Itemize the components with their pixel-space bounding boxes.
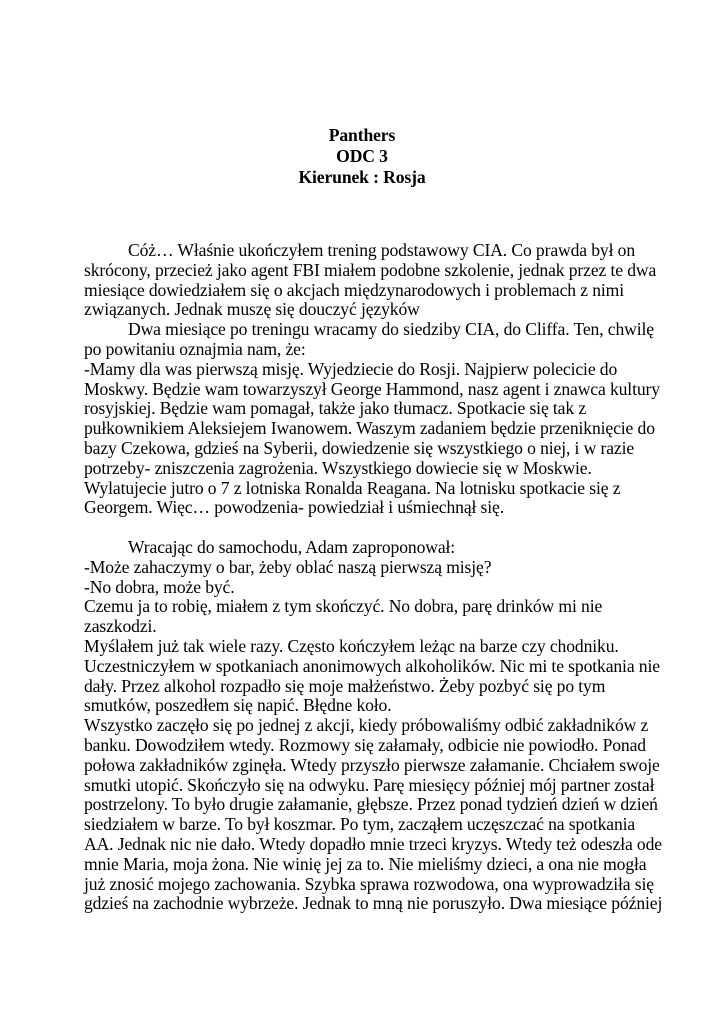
text-line: smutków, poszedłem się napić. Błędne koło. [84, 695, 392, 716]
text-line: skrócony, przecież jako agent FBI miałem podobne szkolenie, jednak przez te dwa [84, 259, 657, 280]
title-direction: Kierunek : Rosja [298, 167, 426, 187]
title-block [0, 125, 724, 188]
title-episode: ODC 3 [336, 146, 388, 166]
text-line: Czemu ja to robię, miałem z tym skończyć. No dobra, parę drinków mi nie [84, 596, 603, 617]
text-line: Georgem. Więc… powodzenia- powiedział i uśmiechnął się. [84, 497, 505, 518]
text-line: -Może zahaczymy o bar, żeby oblać naszą pierwszą misję? [84, 556, 492, 577]
text-line: -No dobra, może być. [84, 576, 235, 597]
text-line: Myślałem już tak wiele razy. Często kończyłem leżąc na barze czy chodniku. [84, 635, 619, 656]
title-series: Panthers [328, 125, 396, 145]
text-line: Wracając do samochodu, Adam zaproponował: [128, 536, 456, 557]
text-line: Uczestniczyłem w spotkaniach anonimowych alkoholików. Nic mi te spotkania nie [84, 655, 660, 676]
text-line: po powitaniu oznajmia nam, że: [84, 338, 306, 359]
text-line: postrzelony. To było drugie załamanie, głębsze. Przez ponad tydzień dzień w dzień [84, 794, 658, 815]
text-line: siedziałem w barze. To był koszmar. Po tym, zacząłem uczęszczać na spotkania [84, 814, 636, 835]
text-line: pułkownikiem Aleksiejem Iwanowem. Waszym zadaniem będzie przeniknięcie do [84, 418, 655, 439]
text-line: mnie Maria, moja żona. Nie winię jej za to. Nie mieliśmy dzieci, a ona nie mogła [84, 853, 647, 874]
text-line: gdzieś na zachodnie wybrzeże. Jednak to mną nie poruszyło. Dwa miesiące później [84, 893, 663, 914]
text-line: Moskwy. Będzie wam towarzyszył George Hammond, nasz agent i znawca kultury [84, 378, 660, 399]
paragraph-spacer [84, 518, 644, 538]
text-line: banku. Dowodziłem wtedy. Rozmowy się załamały, odbicie nie powiodło. Ponad [84, 734, 646, 755]
body-text [84, 240, 663, 914]
text-line: miesiące dowiedziałem się o akcjach międzynarodowych i problemach z nimi [84, 279, 624, 300]
text-line: połowa zakładników zginęła. Wtedy przyszło pierwsze załamanie. Chciałem swoje [84, 754, 660, 775]
text-line: zaszkodzi. [84, 616, 157, 637]
text-line: Dwa miesiące po treningu wracamy do siedziby CIA, do Cliffa. Ten, chwilę [128, 319, 654, 340]
text-line: AA. Jednak nic nie dało. Wtedy dopadło mnie trzeci kryzys. Wtedy też odeszła ode [84, 833, 662, 854]
text-line: związanych. Jednak muszę się douczyć języków [84, 299, 420, 320]
text-line: -Mamy dla was pierwszą misję. Wyjedziecie do Rosji. Najpierw polecicie do [84, 358, 618, 379]
text-line: rosyjskiej. Będzie wam pomagał, także jako tłumacz. Spotkacie się tak z [84, 398, 587, 419]
text-line: bazy Czekowa, gdzieś na Syberii, dowiedzenie się wszystkiego o niej, i w razie [84, 437, 635, 458]
text-line: Cóż… Właśnie ukończyłem trening podstawowy CIA. Co prawda był on [128, 240, 636, 260]
text-line: smutki utopić. Skończyło się na odwyku. Parę miesięcy później mój partner został [84, 774, 655, 795]
text-line: potrzeby- zniszczenia zagrożenia. Wszystkiego dowiecie się w Moskwie. [84, 457, 592, 478]
text-line: już znosić mojego zachowania. Szybka sprawa rozwodowa, ona wyprowadziła się [84, 873, 654, 894]
text-line: Wszystko zaczęło się po jednej z akcji, kiedy próbowaliśmy odbić zakładników z [84, 715, 649, 736]
text-line: dały. Przez alkohol rozpadło się moje małżeństwo. Żeby pozbyć się po tym [84, 675, 606, 696]
text-line: Wylatujecie jutro o 7 z lotniska Ronalda Reagana. Na lotnisku spotkacie się z [84, 477, 621, 498]
